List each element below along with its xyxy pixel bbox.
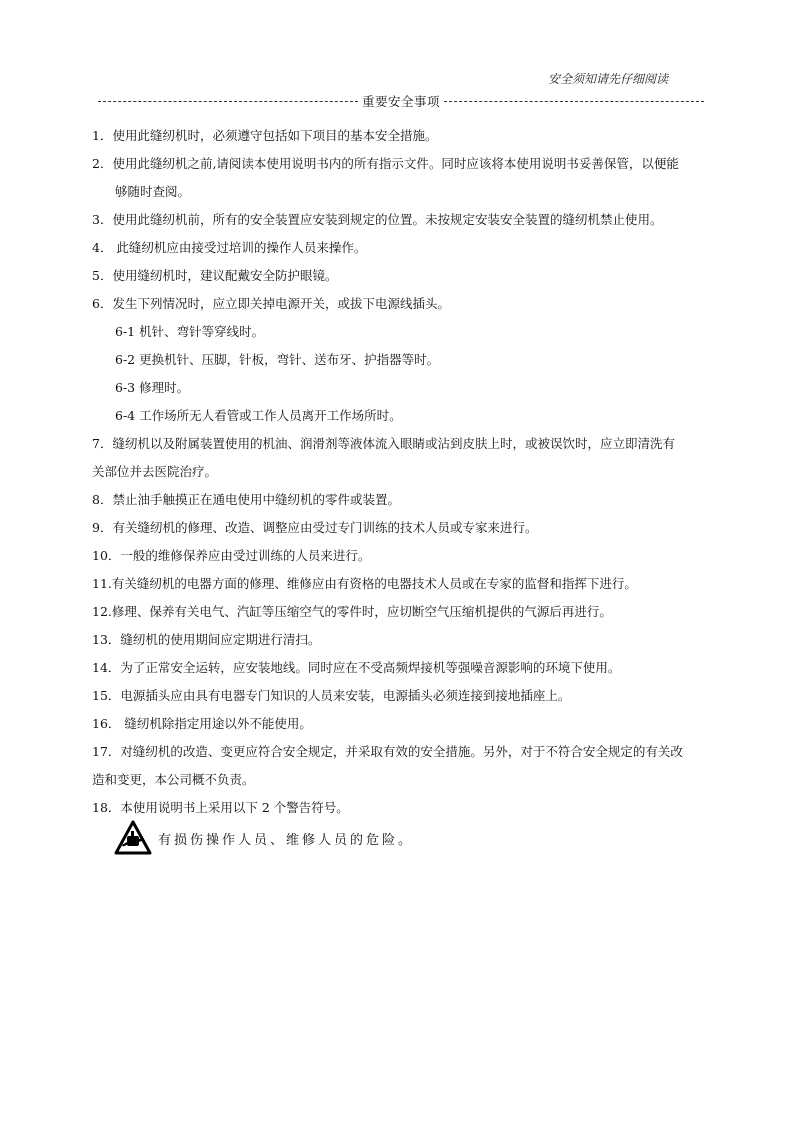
instruction-line: 6．发生下列情况时，应立即关掉电源开关，或拔下电源线插头。 xyxy=(92,296,450,311)
instruction-line: 1．使用此缝纫机时，必须遵守包括如下项目的基本安全措施。 xyxy=(92,128,438,143)
instruction-line: 6-2 更换机针、压脚，针板，弯针、送布牙、护指器等时。 xyxy=(115,352,440,367)
section-divider xyxy=(98,93,704,109)
instruction-line: 8．禁止油手触摸正在通电使用中缝纫机的零件或装置。 xyxy=(92,492,400,507)
instruction-line: 2．使用此缝纫机之前,请阅读本使用说明书内的所有指示文件。同时应该将本使用说明书妥善保管，以便能 xyxy=(92,156,679,171)
instruction-line: 关部位并去医院治疗。 xyxy=(92,464,218,479)
instruction-line: 17．对缝纫机的改造、变更应符合安全规定，并采取有效的安全措施。另外，对于不符合安全规定的有关改 xyxy=(92,744,683,759)
divider-dash-left xyxy=(98,101,358,102)
instruction-line: 15．电源插头应由具有电器专门知识的人员来安装，电源插头必须连接到接地插座上。 xyxy=(92,688,571,703)
divider-dash-right xyxy=(444,101,704,102)
instruction-line: 6-3 修理时。 xyxy=(115,380,190,395)
instruction-line: 够随时查阅。 xyxy=(115,184,191,199)
instruction-line: 6-4 工作场所无人看管或工作人员离开工作场所时。 xyxy=(115,408,402,423)
instruction-line: 11.有关缝纫机的电器方面的修理、维修应由有资格的电器技术人员或在专家的监督和指挥下进行。 xyxy=(92,576,637,591)
header-note: 安全须知请先仔细阅读 xyxy=(547,72,668,86)
instruction-line: 5．使用缝纫机时，建议配戴安全防护眼镜。 xyxy=(92,268,338,283)
section-title: 重要安全事项 xyxy=(362,94,441,109)
instruction-line: 12.修理、保养有关电气、汽缸等压缩空气的零件时，应切断空气压缩机提供的气源后再进行。 xyxy=(92,604,612,619)
safety-instructions-list xyxy=(92,122,754,822)
hand-injury-warning-icon xyxy=(114,820,152,856)
instruction-line: 3．使用此缝纫机前，所有的安全装置应安装到规定的位置。未按规定安装安全装置的缝纫机禁止使用。 xyxy=(92,212,663,227)
instruction-line: 9．有关缝纫机的修理、改造、调整应由受过专门训练的技术人员或专家来进行。 xyxy=(92,520,538,535)
instruction-line: 6-1 机针、弯针等穿线时。 xyxy=(115,324,265,339)
instruction-line: 10．一般的维修保养应由受过训练的人员来进行。 xyxy=(92,548,371,563)
instruction-line: 18．本使用说明书上采用以下 2 个警告符号。 xyxy=(92,800,349,815)
instruction-line: 4． 此缝纫机应由接受过培训的操作人员来操作。 xyxy=(92,240,367,255)
instruction-line: 造和变更，本公司概不负责。 xyxy=(92,772,255,787)
instruction-line: 13．缝纫机的使用期间应定期进行清扫。 xyxy=(92,632,321,647)
instruction-line: 14．为了正常安全运转，应安装地线。同时应在不受高频焊接机等强噪音源影响的环境下使用。 xyxy=(92,660,621,675)
warning-symbol-row xyxy=(114,819,414,857)
instruction-line: 16． 缝纫机除指定用途以外不能使用。 xyxy=(92,716,312,731)
warning-text: 有损伤操作人员、维修人员的危险。 xyxy=(158,832,415,848)
instruction-line: 7．缝纫机以及附属装置使用的机油、润滑剂等液体流入眼睛或沾到皮肤上时，或被误饮时，应立即清洗有 xyxy=(92,436,675,451)
